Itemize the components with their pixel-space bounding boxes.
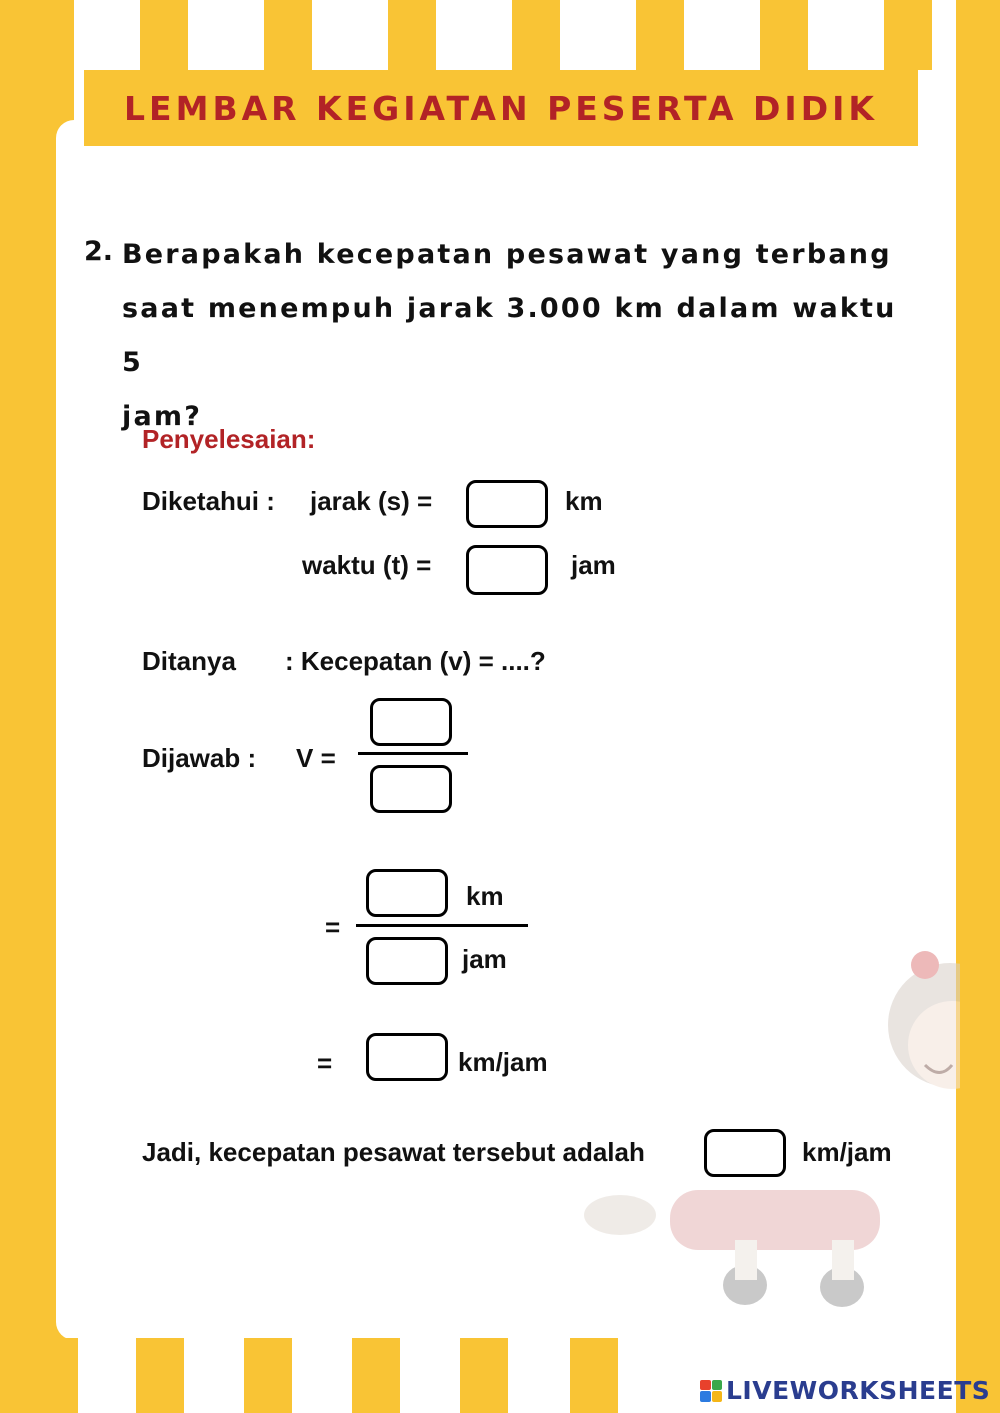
- left-border-wave: [56, 120, 92, 1340]
- bottom-stripe: [30, 1338, 78, 1413]
- logo-text: LIVEWORKSHEETS: [726, 1376, 991, 1405]
- bottom-stripe: [352, 1338, 400, 1413]
- fraction2-line: [356, 924, 528, 927]
- fraction1-denominator-box[interactable]: [370, 765, 452, 813]
- mascot-right-sock: [832, 1240, 854, 1280]
- solution-heading: Penyelesaian:: [142, 424, 316, 454]
- conclusion-text: Jadi, kecepatan pesawat tersebut adalah: [142, 1137, 645, 1167]
- result-unit: km/jam: [458, 1047, 548, 1077]
- bottom-stripe: [460, 1338, 508, 1413]
- distance-label: jarak (s) =: [310, 486, 433, 516]
- question-text: [122, 228, 922, 444]
- top-stripe: [264, 0, 312, 70]
- question-number: 2.: [84, 236, 114, 267]
- time-answer-box[interactable]: [466, 545, 548, 595]
- top-stripe: [16, 0, 64, 70]
- bottom-stripe: [570, 1338, 618, 1413]
- fraction2-numerator-unit: km: [466, 881, 504, 911]
- right-border: [956, 0, 1000, 1413]
- equals-sign: =: [317, 1048, 333, 1078]
- time-label: waktu (t) =: [302, 550, 432, 580]
- top-stripe: [388, 0, 436, 70]
- question-line: saat menempuh jarak 3.000 km dalam waktu 5: [122, 293, 897, 378]
- asked-text: : Kecepatan (v) = ....?: [285, 646, 546, 676]
- question-line: Berapakah kecepatan pesawat yang terbang: [122, 239, 892, 270]
- fraction1-line: [358, 752, 468, 755]
- time-unit: jam: [571, 550, 616, 580]
- equals-sign: =: [325, 912, 341, 942]
- bottom-stripe: [136, 1338, 184, 1413]
- fraction2-numerator-box[interactable]: [366, 869, 448, 917]
- distance-answer-box[interactable]: [466, 480, 548, 528]
- liveworksheets-logo: [700, 1376, 990, 1405]
- fraction2-denominator-unit: jam: [462, 944, 507, 974]
- result-answer-box[interactable]: [366, 1033, 448, 1081]
- distance-unit: km: [565, 486, 603, 516]
- asked-label: Ditanya: [142, 646, 236, 676]
- velocity-label: V =: [296, 743, 336, 773]
- top-stripe: [140, 0, 188, 70]
- header-bar: [84, 70, 918, 146]
- top-stripe: [636, 0, 684, 70]
- logo-icon: [700, 1380, 722, 1402]
- answer-label: Dijawab :: [142, 743, 257, 773]
- page-title: LEMBAR KEGIATAN PESERTA DIDIK: [124, 88, 878, 128]
- mascot-left-sock: [735, 1240, 757, 1280]
- mascot-bow: [911, 951, 939, 979]
- mascot-left-leg: [584, 1195, 656, 1235]
- question-line: jam?: [122, 401, 203, 432]
- conclusion-unit: km/jam: [802, 1137, 892, 1167]
- top-stripe: [512, 0, 560, 70]
- fraction1-numerator-box[interactable]: [370, 698, 452, 746]
- bottom-stripe: [244, 1338, 292, 1413]
- known-label: Diketahui :: [142, 486, 275, 516]
- top-stripe: [760, 0, 808, 70]
- student-mascot-illustration: [580, 935, 960, 1335]
- top-stripe: [884, 0, 932, 70]
- fraction2-denominator-box[interactable]: [366, 937, 448, 985]
